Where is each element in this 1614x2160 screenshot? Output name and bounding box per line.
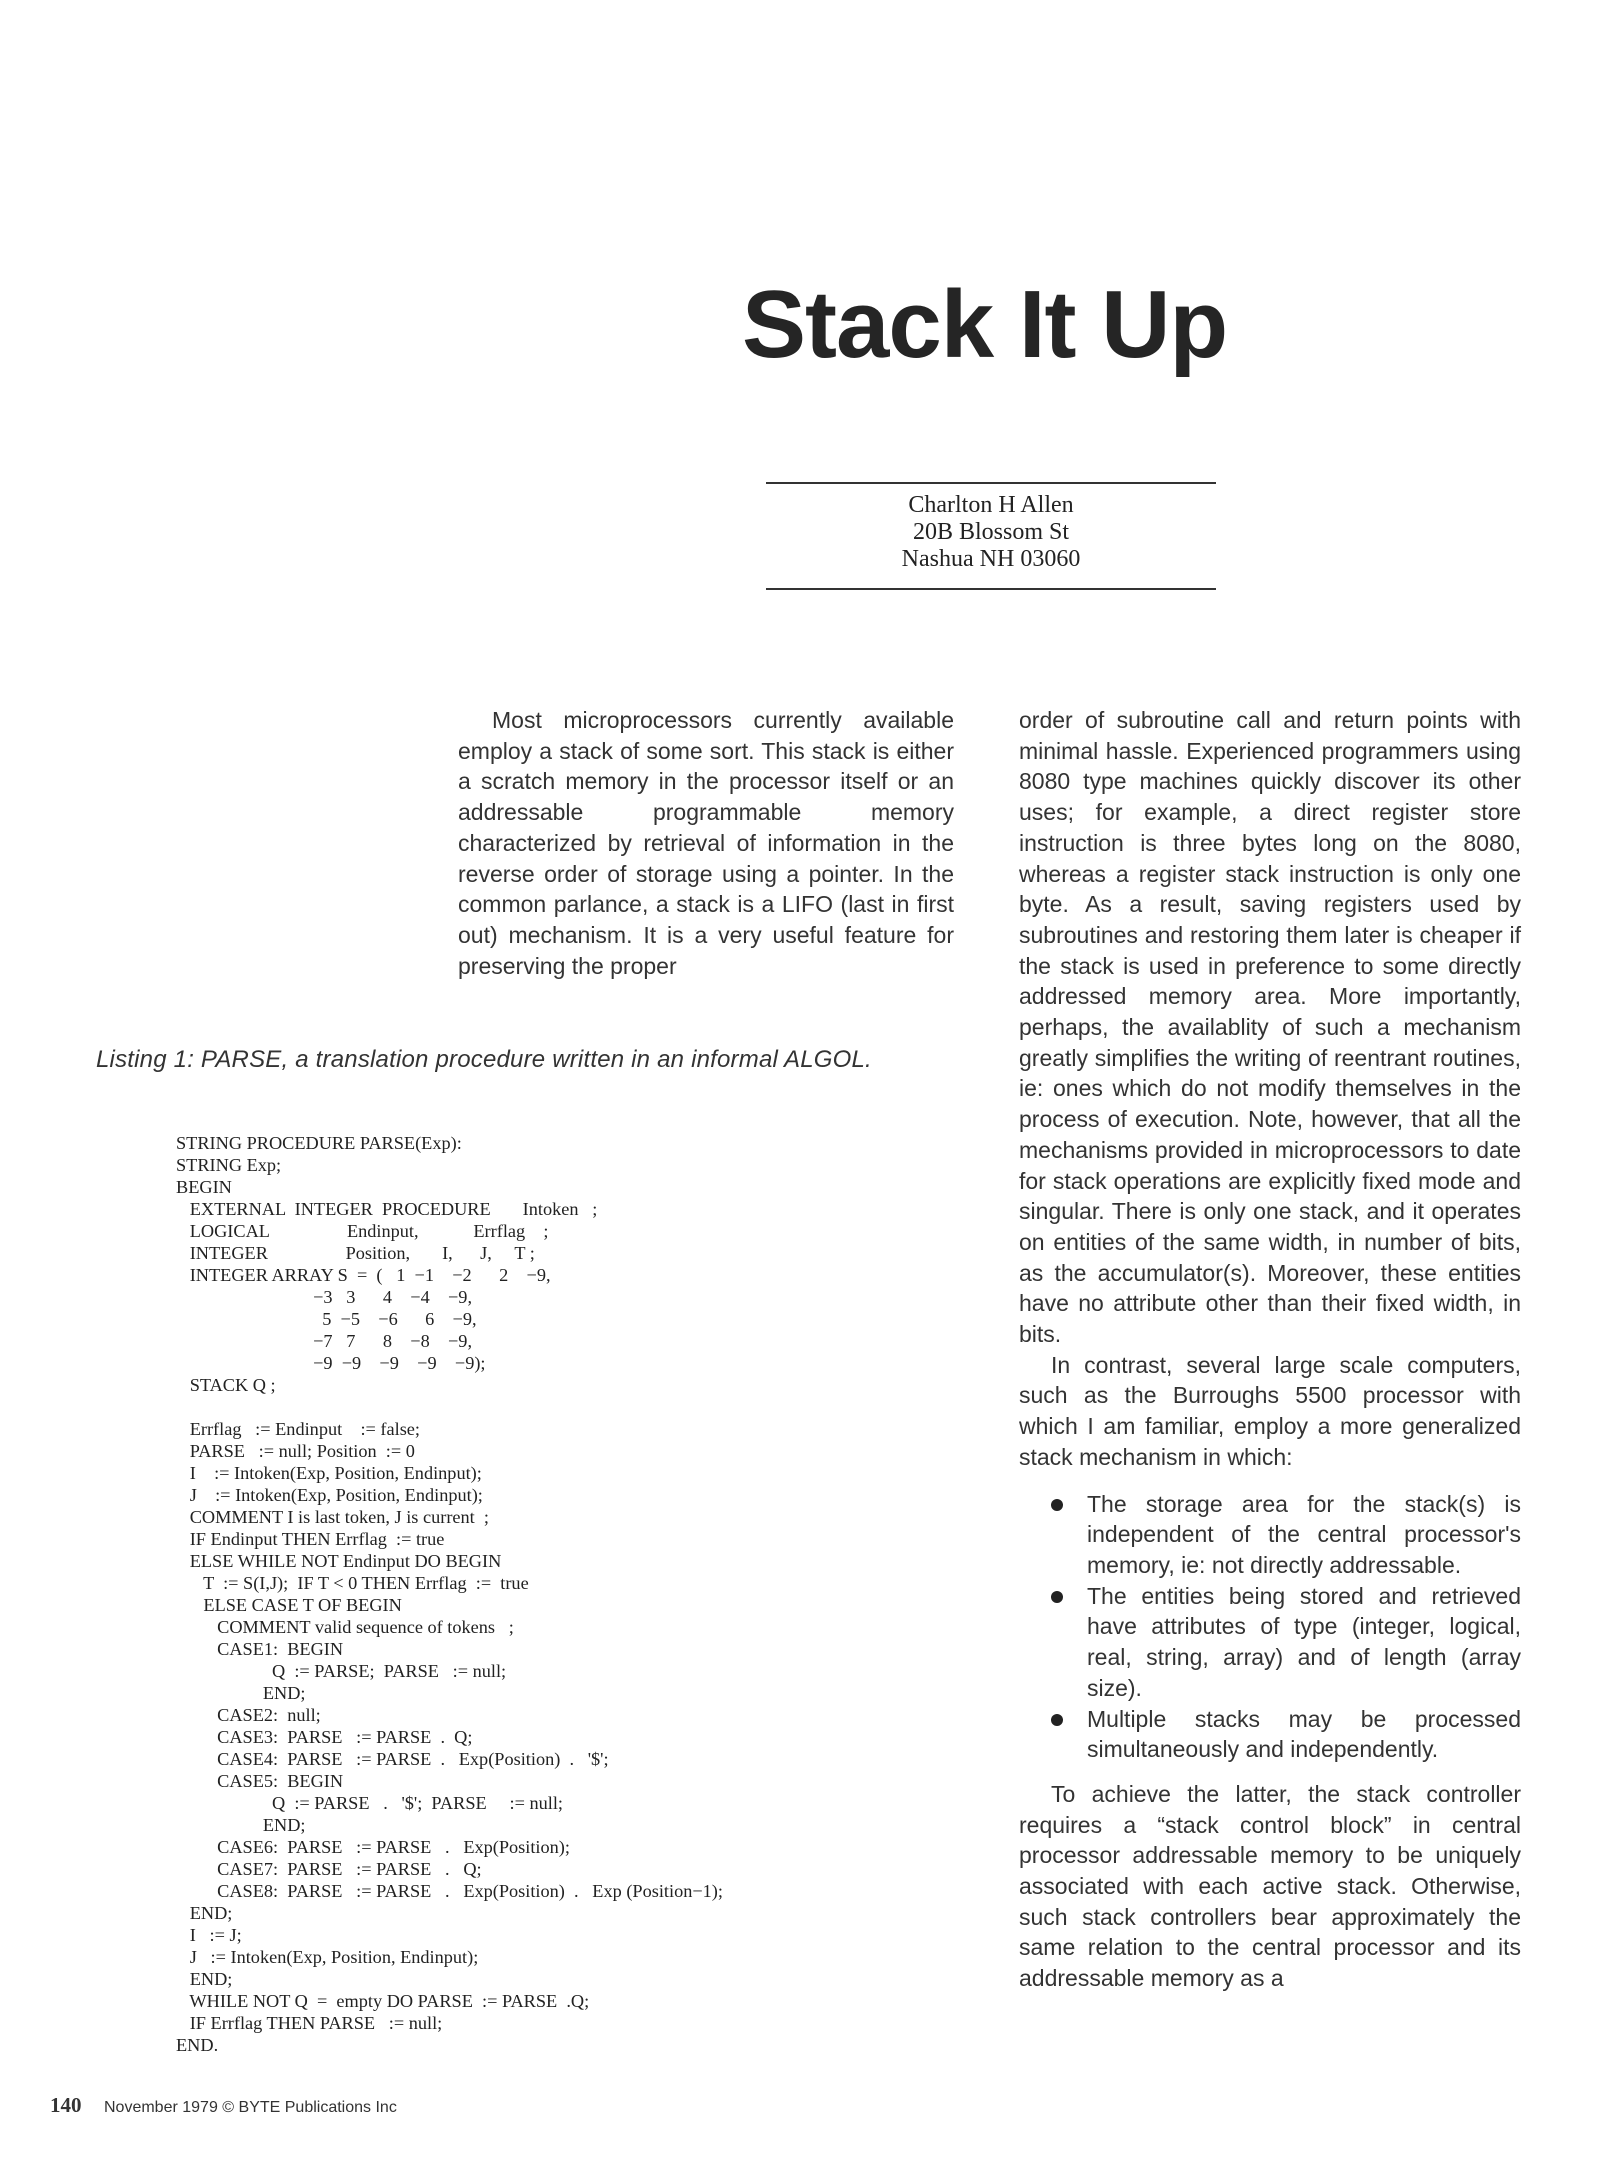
paragraph: Most microprocessors currently available employ a stack of some sort. This stack is either a scratch memory in the processor itself or an addressable programmable memory characterized by retrieval of information in the reverse order of storage using a pointer. In the common parlance, a stack is a LIFO (last in first out) mechanism. It is a very useful feature for preserving the proper <box>458 707 954 979</box>
body-column-2 <box>1019 705 1521 1994</box>
listing-caption: Listing 1: PARSE, a translation procedure written in an informal ALGOL. <box>96 1046 872 1073</box>
page-number: 140 <box>50 2093 82 2117</box>
bullet-item: The storage area for the stack(s) is independent of the central processor's memory, ie: not directly addressable. <box>1019 1489 1521 1581</box>
body-column-1 <box>458 705 954 981</box>
paragraph: order of subroutine call and return points with minimal hassle. Experienced programmers using 8080 type machines quickly discover its other uses; for example, a direct register store instruction is three bytes long on the 8080, whereas a register stack instruction is only one byte. As a result, saving registers used by subroutines and restoring them later is cheaper if the stack is used in preference to some directly addressed memory area. More importantly, perhaps, the availablity of such a mechanism greatly simplifies the writing of reentrant routines, ie: ones which do not modify themselves in the process of execution. Note, however, that all the mechanisms provided in microprocessors to date for stack operations are explicitly fixed mode and singular. There is only one stack, and it operates on entities of the same width, in number of bits, as the accumulator(s). Moreover, these entities have no attribute other than their fixed width, in bits. <box>1019 707 1521 1348</box>
author-name: Charlton H Allen <box>908 492 1074 518</box>
bullet-list <box>1019 1489 1521 1765</box>
paragraph: To achieve the latter, the stack controller requires a “stack control block” in central processor addressable memory to be uniquely associated with each active stack. Otherwise, such stack controllers bear approximately the same relation to the central processor and its addressable memory as a <box>1019 1780 1521 1992</box>
bullet-item: Multiple stacks may be processed simultaneously and independently. <box>1019 1704 1521 1765</box>
bullet-item: The entities being stored and retrieved have attributes of type (integer, logical, real, string, array) and of length (array size). <box>1019 1581 1521 1704</box>
paragraph: In contrast, several large scale computers, such as the Burroughs 5500 processor with which I am familiar, employ a more generalized stack mechanism in which: <box>1019 1351 1521 1470</box>
page-footer <box>50 2093 397 2118</box>
author-byline <box>766 492 1216 573</box>
article-title: Stack It Up <box>742 271 1228 378</box>
top-rule <box>766 482 1216 484</box>
bottom-rule <box>766 588 1216 590</box>
code-listing: STRING PROCEDURE PARSE(Exp): STRING Exp; BEGIN EXTERNAL INTEGER PROCEDURE Intoken ; LOGICAL Endinput, Errflag ; INTEGER Position, I, J, T ; INTEGER ARRAY S = ( 1 −1 −2 2 −9, −3 3 4 −4 −9, 5 −5 −6 6 −9, −7 7 8 −8 −9, −9 −9 −9 −9 −9); STACK Q ; Errflag := Endinput := false; PARSE := null; Position := 0 I := Intoken(Exp, Position, Endinput); J := Intoken(Exp, Position, Endinput); COMMENT I is last token, J is current ; IF Endinput THEN Errflag := true ELSE WHILE NOT Endinput DO BEGIN T := S(I,J); IF T < 0 THEN Errflag := true ELSE CASE T OF BEGIN COMMENT valid sequence of tokens ; CASE1: BEGIN Q := PARSE; PARSE := null; END; CASE2: null; CASE3: PARSE := PARSE . Q; CASE4: PARSE := PARSE . Exp(Position) . '$'; CASE5: BEGIN Q := PARSE . '$'; PARSE := null; END; CASE6: PARSE := PARSE . Exp(Position); CASE7: PARSE := PARSE . Q; CASE8: PARSE := PARSE . Exp(Position) . Exp (Position−1); END; I := J; J := Intoken(Exp, Position, Endinput); END; WHILE NOT Q = empty DO PARSE := PARSE .Q; IF Errflag THEN PARSE := null; END. <box>176 1133 723 2055</box>
footer-text: November 1979 © BYTE Publications Inc <box>104 2099 397 2116</box>
author-address-street: 20B Blossom St <box>912 519 1070 545</box>
author-address-city: Nashua NH 03060 <box>901 546 1081 572</box>
